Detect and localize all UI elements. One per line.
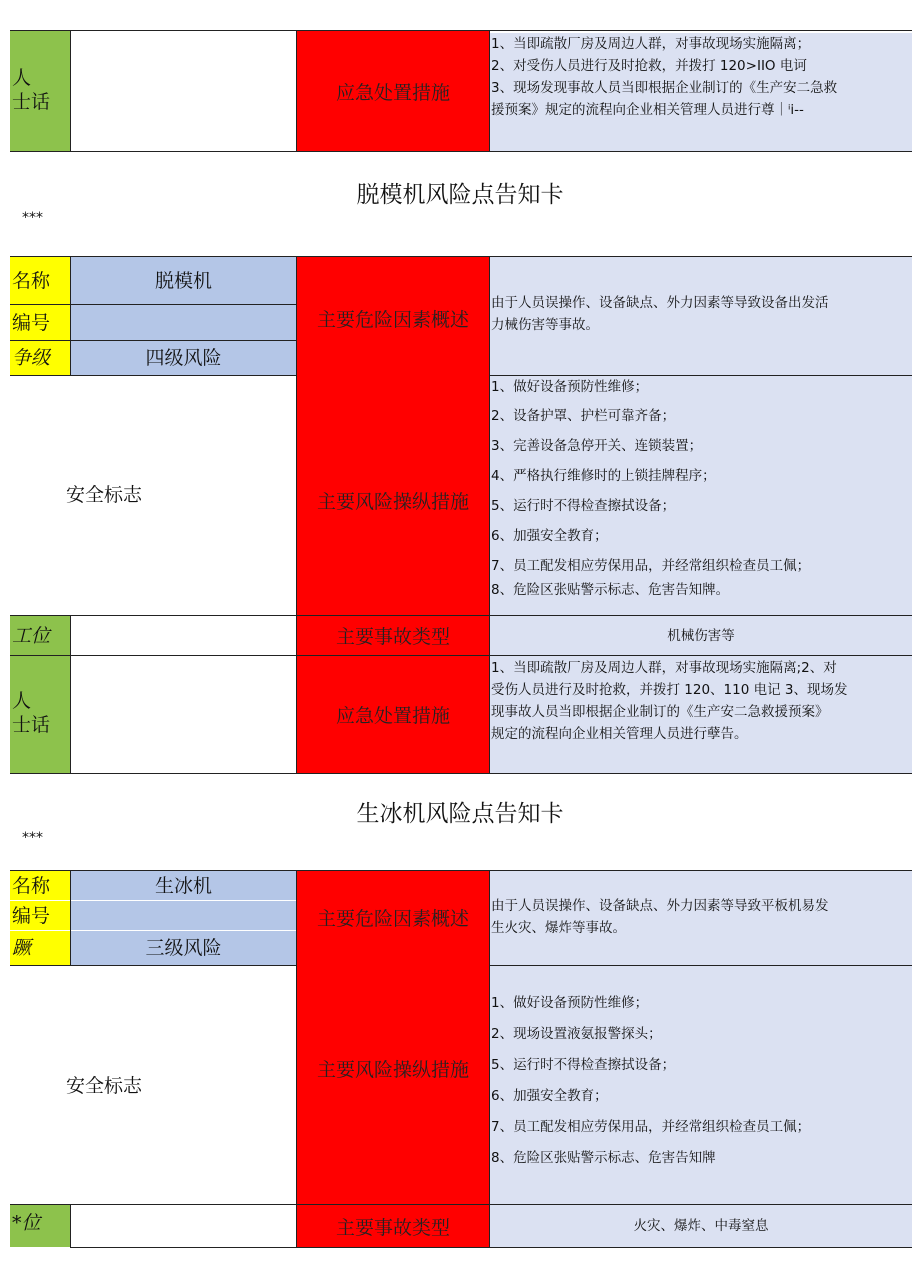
card0-emergency-line-3: 3、现场发现事故人员当即根据企业制订的《生产安二急救 — [491, 80, 838, 96]
card2-accident-label: 主要事故类型 — [297, 1205, 489, 1247]
card1-level-label: 争级 — [10, 341, 70, 375]
card1-control-label: 主要风险操纵措施 — [316, 490, 469, 513]
card2-number-value — [71, 901, 296, 930]
card1-control-line-2: 2、设备护罩、护栏可靠齐备； — [491, 408, 676, 424]
card1-name-label: 名称 — [10, 257, 70, 304]
card0-person-label-line2: 士话 — [12, 91, 51, 113]
card1-control-line-5: 5、运行时不得检查擦拭设备； — [491, 498, 676, 514]
card2-hazard-label: 主要危险因素概述 — [316, 907, 469, 930]
card1-post-value — [71, 616, 296, 655]
card1-emergency-line-3: 现事故人员当即根据企业制订的《生产安二急救援预案》 — [491, 704, 829, 720]
card1-name-value: 脱模机 — [71, 257, 296, 304]
card1-emergency-line-4: 规定的流程向企业相关管理人员进行孽告。 — [491, 726, 748, 742]
card1-control-line-6: 6、加强安全教育； — [491, 528, 608, 544]
card1-person-label-line1: 人 — [12, 690, 32, 712]
card1-post-label: 工位 — [10, 616, 70, 655]
card1-control-text — [490, 376, 912, 615]
card2-safety-sign-cell — [10, 966, 296, 1204]
card2-control-line-2: 2、现场设置液氨报警探头； — [491, 1026, 662, 1042]
card1-safety-sign-cell — [10, 376, 296, 615]
card2-control-label: 主要风险操纵措施 — [316, 1058, 469, 1081]
card0-emergency-line-2: 2、对受伤人员进行及时抢救，并拨打 120>IIO 电诃 — [491, 58, 807, 74]
card1-stars: *** — [22, 210, 43, 226]
card2-accident-value: 火灾、爆炸、中毒窒息 — [490, 1205, 912, 1247]
card1-hazard-text — [490, 257, 912, 375]
card0-emergency-text — [490, 33, 912, 151]
card0-emergency-label: 应急处置措施 — [297, 31, 489, 151]
card1-control-line-3: 3、完善设备急停开关、连锁装置； — [491, 438, 703, 454]
card1-level-value: 四级风险 — [71, 341, 296, 375]
card1-control-line-7: 7、员工配发相应劳保用品，并经常组织检查员工佩； — [491, 558, 811, 574]
card2-level-label: 蹶 — [10, 931, 70, 965]
card1-number-value — [71, 305, 296, 340]
card2-level-value: 三级风险 — [71, 931, 296, 965]
card2-number-label: 编号 — [10, 901, 70, 930]
card2-name-value: 生冰机 — [71, 871, 296, 900]
card1-number-label: 编号 — [10, 305, 70, 340]
card2-hazard-line-1: 由于人员误操作、设备缺点、外力因素等导致平板机易发 — [491, 898, 829, 914]
card1-emergency-text — [490, 656, 912, 773]
card1-hazard-line-1: 由于人员误操作、设备缺点、外力因素等导致设备出发活 — [491, 295, 829, 311]
card2-hazard-line-2: 生火灾、爆炸等事故。 — [491, 920, 626, 936]
card1-emergency-line-1: 1、当即疏散厂房及周边人群，对事故现场实施隔离;2、对 — [491, 660, 837, 676]
card2-safety-sign-label: 安全标志 — [66, 1075, 143, 1097]
card2-post-value — [71, 1205, 296, 1247]
card2-control-line-5: 7、员工配发相应劳保用品，并经常组织检查员工佩； — [491, 1119, 811, 1135]
card1-emergency-label: 应急处置措施 — [297, 656, 489, 773]
card2-title: 生冰机风险点告知卡 — [356, 801, 564, 827]
card0-person-blank — [71, 31, 296, 151]
card1-person-label-line2: 士话 — [12, 714, 51, 736]
card1-title: 脱模机风险点告知卡 — [356, 182, 564, 208]
card0-person-label-line1: 人 — [12, 67, 32, 89]
card1-person-blank — [71, 656, 296, 773]
card1-control-line-4: 4、严格执行维修时的上锁挂牌程序； — [491, 468, 716, 484]
card0-emergency-line-4: 援预案》规定的流程向企业相关管理人员进行尊｜ⁱi-- — [491, 102, 804, 118]
card2-control-text — [490, 966, 912, 1204]
card1-hazard-line-2: 力械伤害等事故。 — [491, 317, 599, 333]
card1-emergency-line-2: 受伤人员进行及时抢救，并拨打 120、110 电记 3、现场发 — [491, 682, 848, 698]
card2-hazard-text — [490, 871, 912, 965]
card1-safety-sign-label: 安全标志 — [66, 484, 143, 506]
card2-control-line-1: 1、做好设备预防性维修； — [491, 995, 649, 1011]
card2-post-label: *位 — [10, 1205, 70, 1247]
card1-person-label — [10, 656, 70, 773]
card2-control-line-4: 6、加强安全教育； — [491, 1088, 608, 1104]
card1-control-line-8: 8、危险区张贴警示标志、危害告知牌。 — [491, 582, 730, 598]
card1-accident-value: 机械伤害等 — [490, 616, 912, 655]
card0-person-label — [10, 31, 70, 151]
card2-name-label: 名称 — [10, 871, 70, 900]
card1-accident-label: 主要事故类型 — [297, 616, 489, 655]
card2-stars: *** — [22, 830, 43, 846]
card2-control-line-6: 8、危险区张贴警示标志、危害告知牌 — [491, 1150, 716, 1166]
card1-control-line-1: 1、做好设备预防性维修； — [491, 379, 649, 395]
card1-hazard-label: 主要危险因素概述 — [316, 308, 469, 331]
card2-control-line-3: 5、运行时不得检查擦拭设备； — [491, 1057, 676, 1073]
card0-emergency-line-1: 1、当即疏散厂房及周边人群，对事故现场实施隔离； — [491, 36, 811, 52]
